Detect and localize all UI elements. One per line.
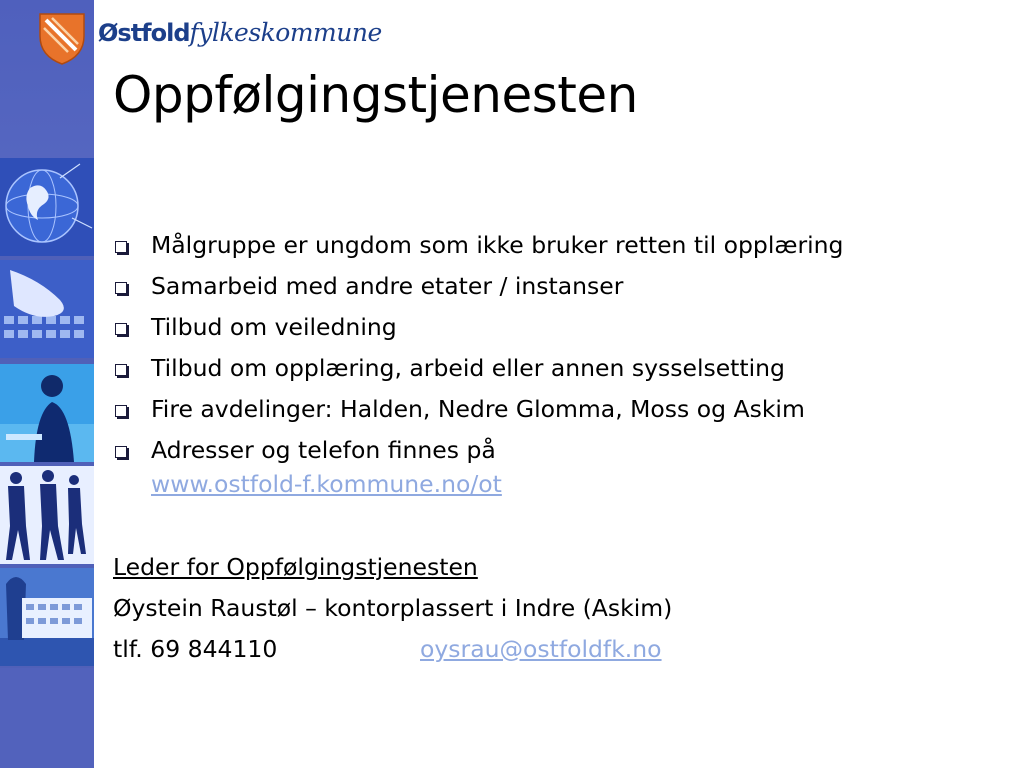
checkbox-bullet-icon xyxy=(115,241,127,253)
list-item-text: Samarbeid med andre etater / instanser xyxy=(151,272,624,300)
list-item xyxy=(113,351,993,385)
leader-phone: tlf. 69 844110 xyxy=(113,635,278,663)
list-item xyxy=(113,433,993,501)
bullet-list xyxy=(113,228,993,508)
checkbox-bullet-icon xyxy=(115,282,127,294)
checkbox-bullet-icon xyxy=(115,446,127,458)
email-link[interactable]: oysrau@ostfoldfk.no xyxy=(420,635,662,663)
list-item xyxy=(113,228,993,262)
sidebar-bottom-fill xyxy=(0,668,94,768)
list-item-text: Tilbud om veiledning xyxy=(151,313,397,341)
list-item-text: Adresser og telefon finnes på xyxy=(151,436,496,464)
logo-text-script: fylkeskommune xyxy=(189,18,382,47)
list-item-text: Tilbud om opplæring, arbeid eller annen sysselsetting xyxy=(151,354,785,382)
logo-text-bold: Østfold xyxy=(98,19,190,47)
page-title: Oppfølgingstjenesten xyxy=(113,66,638,124)
keyboard-hand-photo xyxy=(0,260,94,358)
leader-contact-block xyxy=(113,550,672,673)
list-item xyxy=(113,310,993,344)
leader-heading: Leder for Oppfølgingstjenesten xyxy=(113,553,478,581)
coat-of-arms-shield xyxy=(38,12,86,66)
checkbox-bullet-icon xyxy=(115,405,127,417)
checkbox-bullet-icon xyxy=(115,323,127,335)
building-photo xyxy=(0,568,94,666)
list-item-text: Fire avdelinger: Halden, Nedre Glomma, Moss og Askim xyxy=(151,395,805,423)
list-item xyxy=(113,392,993,426)
list-item-text: Målgruppe er ungdom som ikke bruker retten til opplæring xyxy=(151,231,844,259)
leader-name-line: Øystein Raustøl – kontorplassert i Indre (Askim) xyxy=(113,594,673,622)
list-item xyxy=(113,269,993,303)
website-link[interactable]: www.ostfold-f.kommune.no/ot xyxy=(151,470,502,498)
ostfold-fylkeskommune-logo xyxy=(36,12,382,68)
logo-wordmark xyxy=(98,18,382,47)
left-decorative-bar xyxy=(0,0,94,768)
woman-at-desk-photo xyxy=(0,364,94,462)
walking-people-photo xyxy=(0,466,94,564)
leader-phone-line xyxy=(113,632,672,666)
globe-photo xyxy=(0,158,94,256)
checkbox-bullet-icon xyxy=(115,364,127,376)
